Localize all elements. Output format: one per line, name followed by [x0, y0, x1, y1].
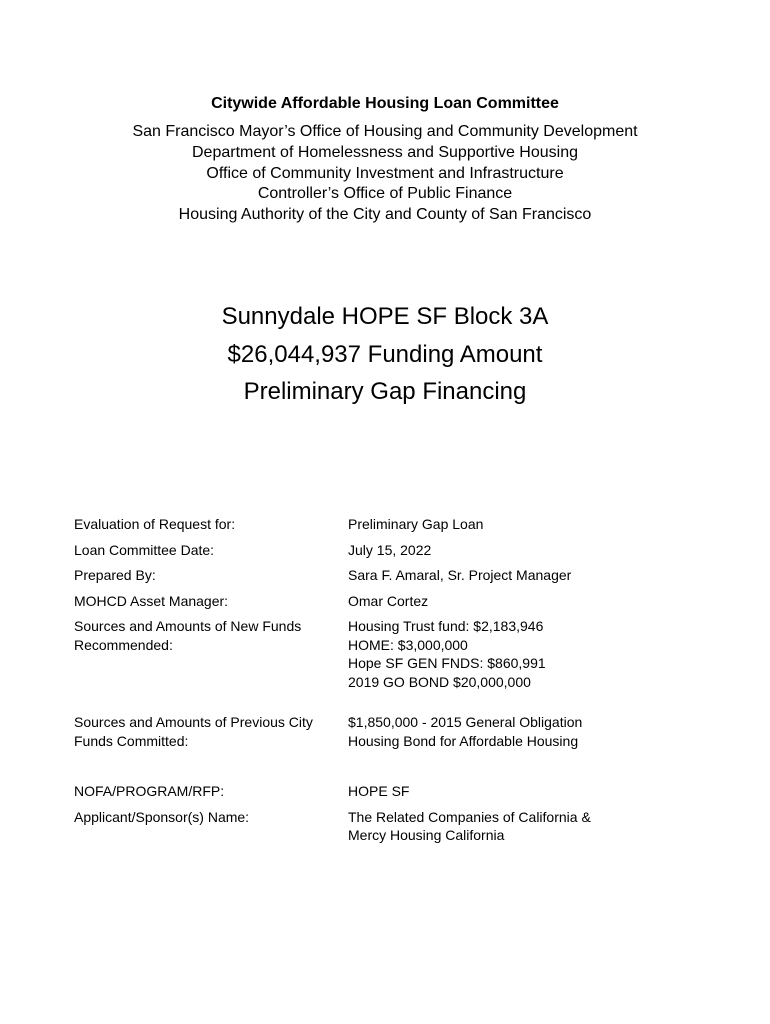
detail-row-committee-date [74, 541, 694, 560]
value-line: Sara F. Amaral, Sr. Project Manager [348, 567, 572, 583]
detail-row-prepared-by [74, 566, 694, 585]
loan-details-table [74, 515, 694, 845]
agency-name: Office of Community Investment and Infrastructure [206, 164, 564, 182]
committee-title: Citywide Affordable Housing Loan Committee [211, 95, 559, 112]
detail-row-new-funds [74, 617, 694, 691]
value-line: Preliminary Gap Loan [348, 516, 484, 532]
label-line: Sources and Amounts of New Funds [74, 618, 302, 634]
financing-type: Preliminary Gap Financing [243, 378, 527, 405]
funding-amount: $26,044,937 Funding Amount [227, 340, 543, 368]
detail-row-asset-manager [74, 592, 694, 611]
detail-label [74, 808, 348, 845]
detail-row-previous-funds [74, 713, 694, 750]
label-line: MOHCD Asset Manager: [74, 592, 229, 609]
label-line: Recommended: [74, 636, 173, 653]
value-line: $1,850,000 - 2015 General Obligation [348, 714, 583, 730]
agency-name: Housing Authority of the City and County of San Francisco [178, 206, 592, 224]
agency-name: Department of Homelessness and Supportive Housing [192, 143, 578, 161]
value-line: HOME: $3,000,000 [348, 636, 468, 653]
detail-value [348, 808, 694, 845]
agency-name: Controller’s Office of Public Finance [257, 185, 513, 203]
label-line: Evaluation of Request for: [74, 516, 236, 532]
label-line: NOFA/PROGRAM/RFP: [74, 783, 225, 799]
value-line: The Related Companies of California & [348, 808, 591, 825]
detail-label [74, 541, 348, 560]
detail-label [74, 713, 348, 750]
detail-value [348, 617, 694, 691]
project-name: Sunnydale HOPE SF Block 3A [221, 303, 549, 330]
value-line: Housing Bond for Affordable Housing [348, 732, 579, 749]
detail-row-applicant [74, 808, 694, 845]
value-line: July 15, 2022 [348, 541, 432, 558]
detail-label [74, 782, 348, 801]
detail-label [74, 515, 348, 534]
label-line: Loan Committee Date: [74, 541, 215, 558]
label-line: Funds Committed: [74, 732, 189, 749]
detail-value [348, 592, 694, 611]
detail-value [348, 515, 694, 534]
value-line: HOPE SF [348, 783, 410, 799]
value-line: Omar Cortez [348, 592, 429, 609]
value-line: Hope SF GEN FNDS: $860,991 [348, 655, 546, 671]
agency-name: San Francisco Mayor’s Office of Housing and Community Development [132, 123, 638, 140]
detail-row-evaluation [74, 515, 694, 534]
value-line: Housing Trust fund: $2,183,946 [348, 618, 544, 634]
label-line: Prepared By: [74, 567, 156, 583]
detail-label [74, 592, 348, 611]
detail-value [348, 566, 694, 585]
detail-row-program [74, 782, 694, 801]
committee-header [0, 93, 770, 226]
detail-value [348, 782, 694, 801]
value-line: 2019 GO BOND $20,000,000 [348, 673, 531, 690]
project-title-block [0, 298, 770, 411]
label-line: Applicant/Sponsor(s) Name: [74, 808, 250, 825]
detail-value [348, 713, 694, 750]
value-line: Mercy Housing California [348, 827, 505, 843]
label-line: Sources and Amounts of Previous City [74, 714, 313, 730]
detail-label [74, 617, 348, 691]
detail-value [348, 541, 694, 560]
detail-label [74, 566, 348, 585]
